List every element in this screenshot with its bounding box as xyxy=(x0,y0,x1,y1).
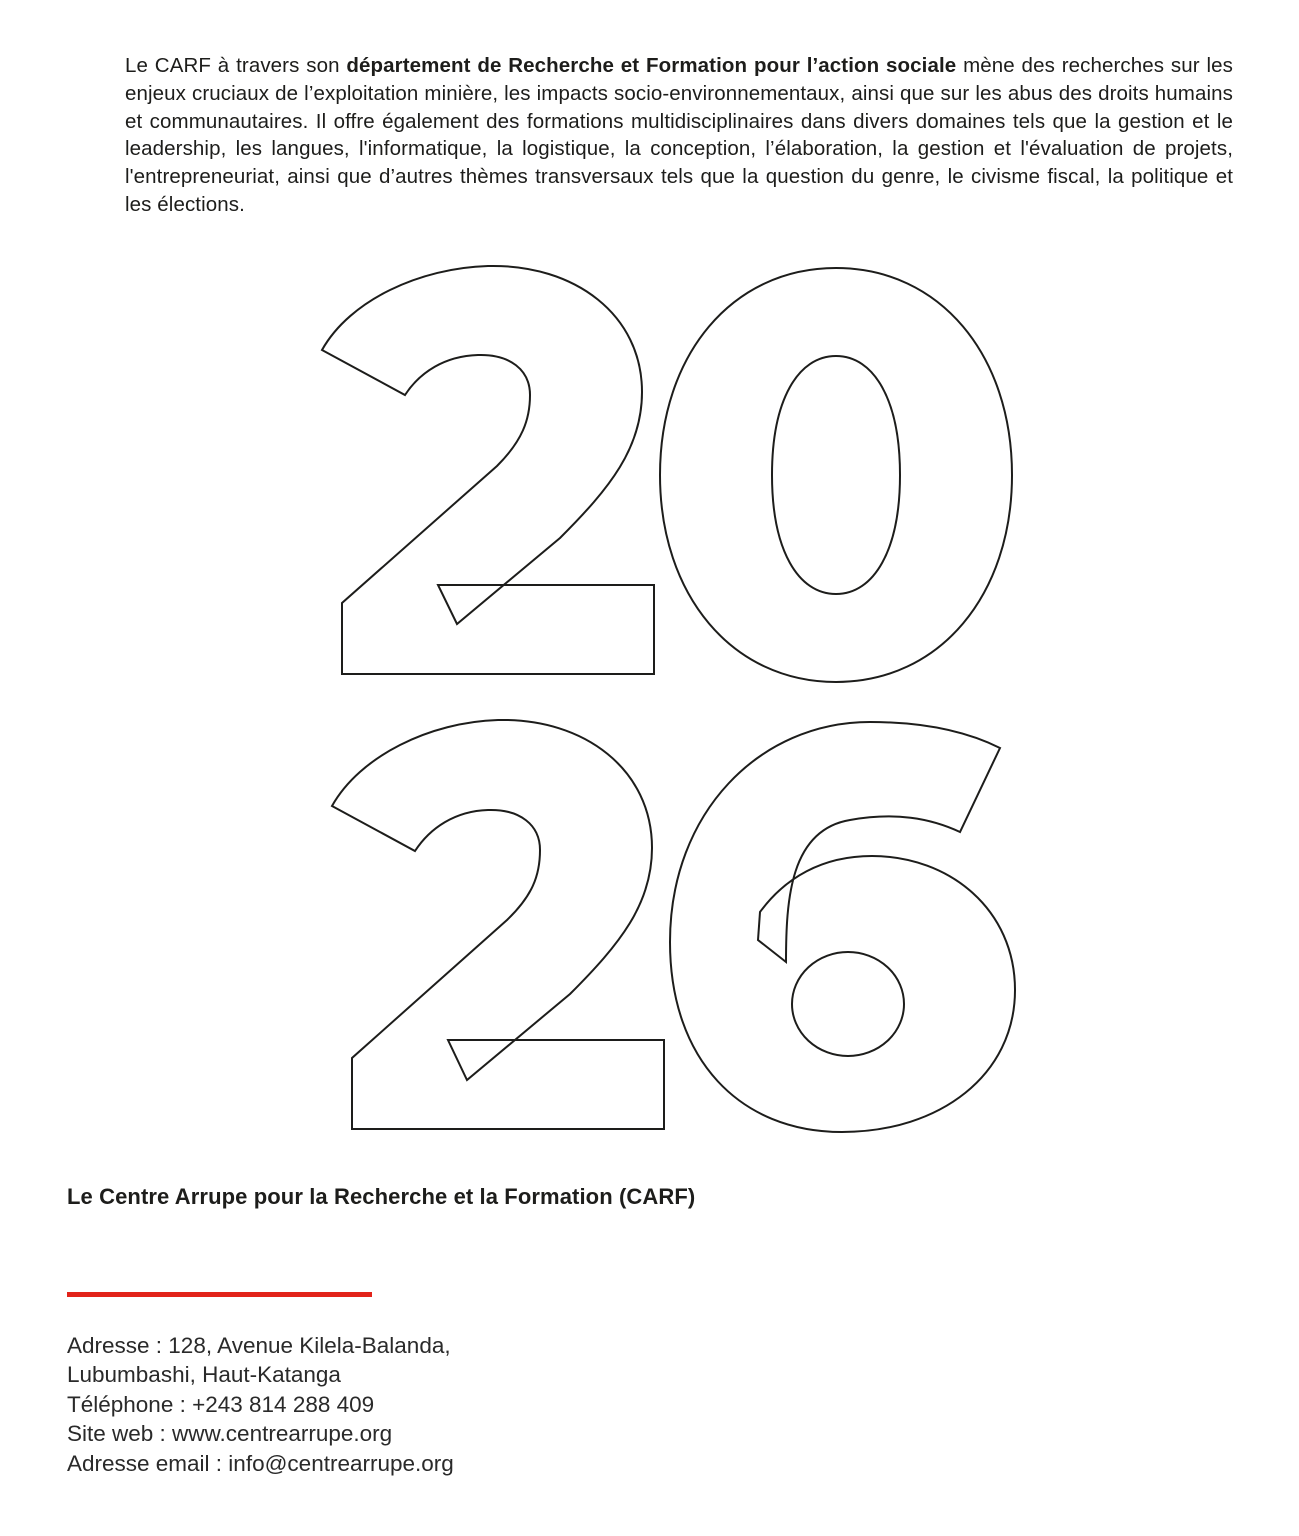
contact-address-line-1: Adresse : 128, Avenue Kilela-Balanda, xyxy=(67,1333,451,1358)
intro-paragraph xyxy=(125,52,1233,219)
digit-2-top xyxy=(322,266,654,674)
accent-divider xyxy=(67,1292,372,1297)
intro-lead: Le CARF à travers son xyxy=(125,54,347,77)
contact-email[interactable]: Adresse email : info@centrearrupe.org xyxy=(67,1450,454,1476)
intro-body: mène des recherches sur les enjeux cruciaux de l’exploitation minière, les impacts socio-environnementaux, ainsi que sur les abus des droits humains et communautaires. Il offre également des formations multidisciplinaires dans divers domaines tels que la gestion et le leadership, les langues, l'informatique, la logistique, la conception, l’élaboration, la gestion et l'évaluation de projets, l'entrepreneuriat, ainsi que d’autres thèmes transversaux tels que la question du genre, le civisme fiscal, la politique et les élections. xyxy=(125,54,1234,216)
digit-2-bottom xyxy=(332,720,664,1129)
digit-6-bottom xyxy=(670,722,1015,1132)
contact-block xyxy=(67,1331,454,1478)
contact-website[interactable]: Site web : www.centrearrupe.org xyxy=(67,1421,393,1447)
organization-name: Le Centre Arrupe pour la Recherche et la Formation (CARF) xyxy=(67,1184,696,1209)
contact-phone: Téléphone : +243 814 288 409 xyxy=(67,1391,375,1417)
digit-0-top xyxy=(660,268,1012,682)
intro-department-name: département de Recherche et Formation pour l’action sociale xyxy=(346,54,957,77)
contact-address-line-2: Lubumbashi, Haut-Katanga xyxy=(67,1362,341,1388)
